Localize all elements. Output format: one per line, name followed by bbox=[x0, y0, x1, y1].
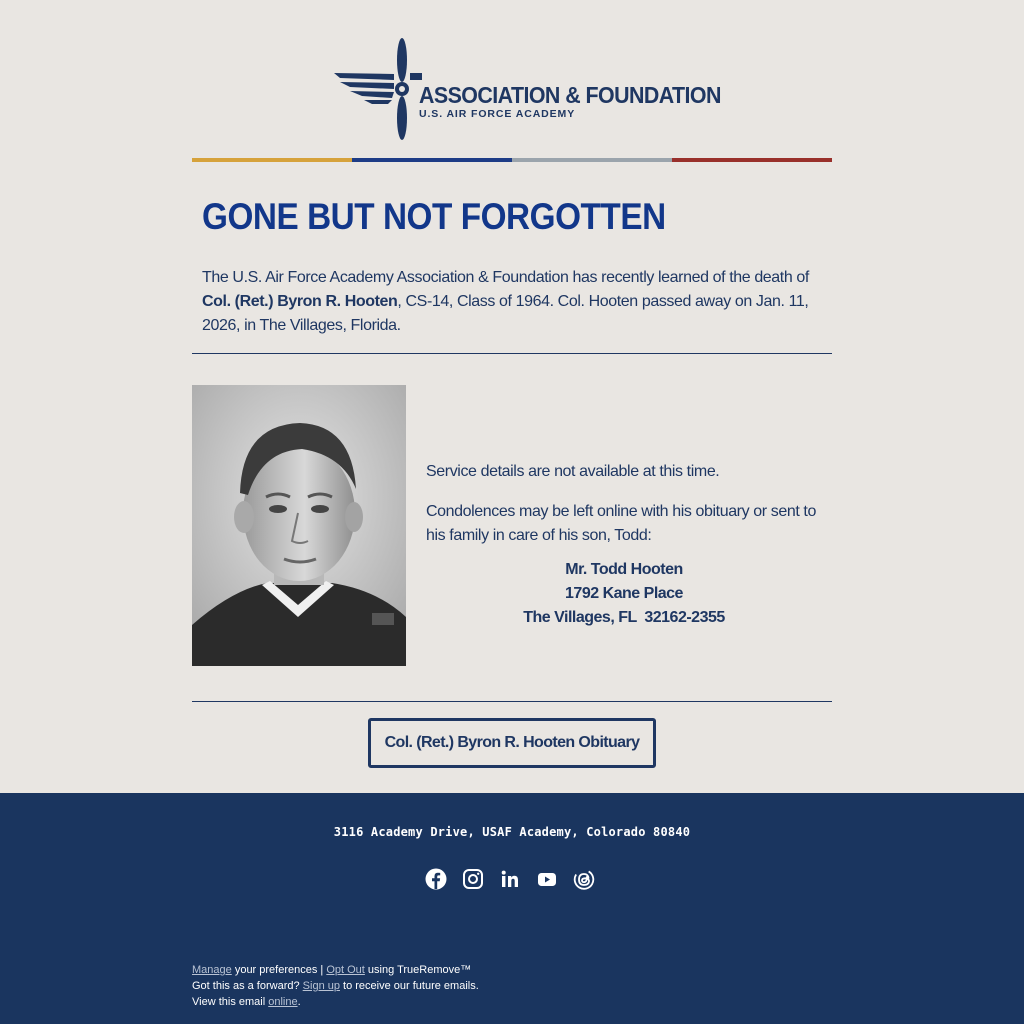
forward-line bbox=[192, 978, 479, 994]
cadet-portrait-photo bbox=[192, 385, 406, 666]
manage-link[interactable]: Manage bbox=[192, 964, 232, 976]
association-foundation-logo[interactable] bbox=[332, 38, 721, 142]
service-details-text: Service details are not available at this time. bbox=[426, 463, 720, 480]
headline: GONE BUT NOT FORGOTTEN bbox=[202, 196, 666, 237]
footer-legal bbox=[192, 962, 479, 1010]
stripe-gold bbox=[192, 158, 352, 162]
logo-title: ASSOCIATION & FOUNDATION bbox=[419, 82, 721, 108]
propeller-wings-icon bbox=[332, 38, 422, 142]
preferences-line bbox=[192, 962, 479, 978]
stripe-red bbox=[672, 158, 832, 162]
sign-up-text: to receive our future emails. bbox=[339, 980, 479, 992]
stripe-silver bbox=[512, 158, 672, 162]
intro-paragraph bbox=[202, 266, 828, 338]
divider-bottom bbox=[192, 701, 832, 702]
facebook-icon[interactable] bbox=[424, 867, 448, 891]
footer-address: 3116 Academy Drive, USAF Academy, Colorado 80840 bbox=[333, 825, 691, 839]
opt-out-text: using TrueRemove™ bbox=[364, 964, 472, 976]
view-text: View this email bbox=[192, 996, 269, 1008]
stripe-blue bbox=[352, 158, 512, 162]
youtube-icon[interactable] bbox=[535, 867, 559, 891]
intro-rest: , CS-14, Class of 1964. Col. Hooten passed away on Jan. 11, 2026, in The Villages, Florida. bbox=[202, 293, 809, 334]
condolences-text: Condolences may be left online with his obituary or sent to his family in care of his son, Todd: bbox=[426, 503, 816, 544]
social-links bbox=[424, 867, 596, 891]
period-text: . bbox=[297, 996, 301, 1008]
instagram-icon[interactable] bbox=[461, 867, 485, 891]
obituary-button[interactable]: Col. (Ret.) Byron R. Hooten Obituary bbox=[368, 718, 656, 768]
online-link[interactable]: online bbox=[268, 996, 298, 1008]
threads-icon[interactable] bbox=[572, 867, 596, 891]
view-online-line bbox=[192, 994, 479, 1010]
address-city: The Villages, FL 32162-2355 bbox=[523, 609, 725, 626]
logo-subtitle: U.S. AIR FORCE ACADEMY bbox=[419, 108, 576, 120]
footer bbox=[0, 793, 1024, 1024]
linkedin-icon[interactable] bbox=[498, 867, 522, 891]
family-mailing-address bbox=[426, 558, 822, 630]
service-info bbox=[426, 460, 822, 630]
intro-lead: The U.S. Air Force Academy Association & Foundation has recently learned of the death of bbox=[202, 269, 809, 286]
sign-up-link[interactable]: Sign up bbox=[302, 980, 340, 992]
opt-out-link[interactable]: Opt Out bbox=[326, 964, 365, 976]
color-stripe bbox=[192, 158, 832, 162]
address-street: 1792 Kane Place bbox=[565, 585, 683, 602]
forward-text: Got this as a forward? bbox=[192, 980, 303, 992]
divider-top bbox=[192, 353, 832, 354]
address-name: Mr. Todd Hooten bbox=[565, 561, 683, 578]
manage-text: your preferences | bbox=[231, 964, 327, 976]
deceased-name: Col. (Ret.) Byron R. Hooten bbox=[202, 293, 398, 310]
